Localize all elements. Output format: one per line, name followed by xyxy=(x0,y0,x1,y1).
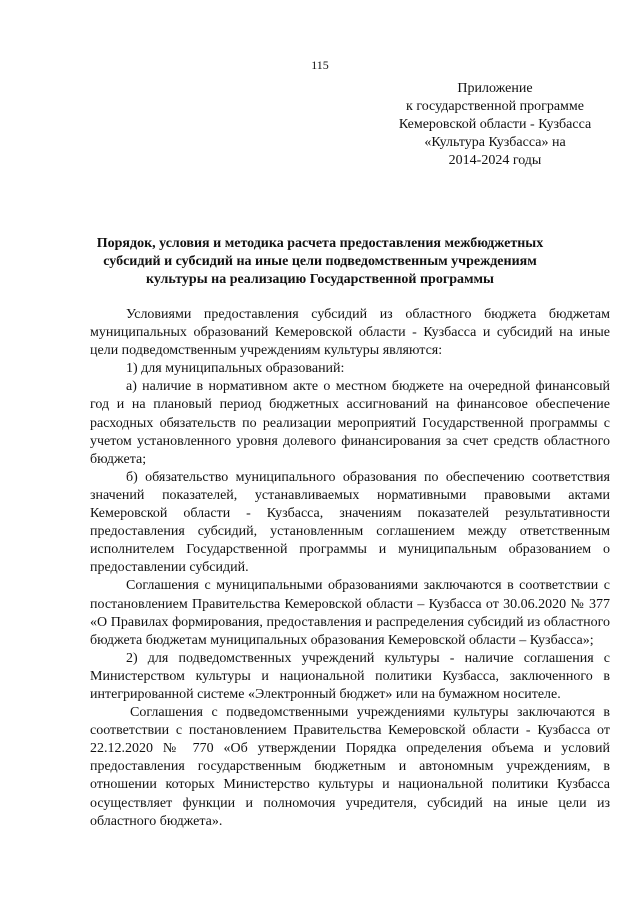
page-number: 115 xyxy=(311,58,329,72)
title-line: субсидий и субсидий на иные цели подведомственным учреждениям xyxy=(103,254,537,269)
document-title xyxy=(90,235,550,289)
appendix-line: Кемеровской области - Кузбасса xyxy=(398,117,592,132)
document-body xyxy=(90,306,610,831)
paragraph: Соглашения с подведомственными учреждениями культуры заключаются в соответствии с постановлением Правительства Кемеровской области - Кузбасса от 22.12.2020 № 770 «Об утверждении Порядка определения объема и условий предоставления государственным бюджетным и автономным учреждениям, в отношении которых Министерство культуры и национальной политики Кузбасса осуществляет функции и полномочия учредителя, субсидий на иные цели из областного бюджета». xyxy=(90,705,610,829)
appendix-line: «Культура Кузбасса» на xyxy=(424,135,566,150)
appendix-note xyxy=(380,80,610,170)
title-line: Порядок, условия и методика расчета предоставления межбюджетных xyxy=(96,236,544,251)
paragraph: Условиями предоставления субсидий из областного бюджета бюджетам муниципальных образований Кемеровской области - Кузбасса и субсидий на иные цели подведомственным учреждениям культуры являются: xyxy=(90,307,610,359)
appendix-line: Приложение xyxy=(457,81,533,96)
paragraph: а) наличие в нормативном акте о местном бюджете на очередной финансовый год и на плановый период бюджетных ассигнований на финансовое обеспечение расходных обязательств по реализации мероприятий Государственной программы с учетом установленного уровня долевого финансирования за счет средств областного бюджета; xyxy=(90,379,610,467)
paragraph: Соглашения с муниципальными образованиями заключаются в соответствии с постановлением Правительства Кемеровской области – Кузбасса от 30.06.2020 № 377 «О Правилах формирования, предоставления и распределения субсидий из областного бюджета бюджетам муниципальных образования Кемеровской области – Кузбасса»; xyxy=(90,578,610,648)
paragraph: 1) для муниципальных образований: xyxy=(126,361,345,377)
appendix-line: к государственной программе xyxy=(406,99,584,114)
paragraph: 2) для подведомственных учреждений культуры - наличие соглашения с Министерством культуры и национальной политики Кузбасса, заключенного в интегрированной системе «Электронный бюджет» или на бумажном носителе. xyxy=(90,650,610,702)
paragraph: б) обязательство муниципального образования по обеспечению соответствия значений показателей, устанавливаемых нормативными правовыми актами Кемеровской области - Кузбасса, значениям показателей результативности предоставления субсидий, установленным соглашением между ответственным исполнителем Государственной программы и муниципальным образованием о предоставлении субсидий. xyxy=(90,469,610,576)
title-line: культуры на реализацию Государственной программы xyxy=(146,272,494,287)
appendix-line: 2014-2024 годы xyxy=(448,153,542,168)
